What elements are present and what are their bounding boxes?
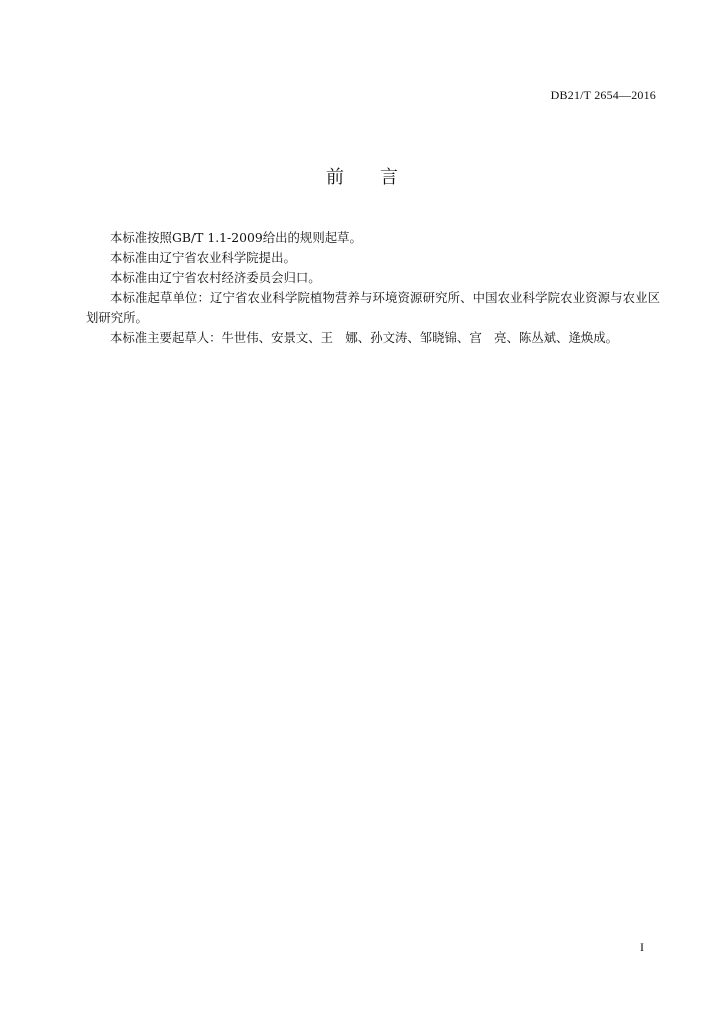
document-id: DB21/T 2654—2016 — [550, 88, 656, 102]
paragraph-drafting-units: 本标准起草单位：辽宁省农业科学院植物营养与环境资源研究所、中国农业科学院农业资源与农业区划研究所。 — [86, 290, 660, 325]
preface-body — [86, 228, 660, 348]
paragraph-drafting-rules: 本标准按照GB/T 1.1-2009给出的规则起草。 — [110, 230, 362, 245]
paragraph-drafters: 本标准主要起草人：牛世伟、安景文、王 娜、孙文涛、邹晓锦、宫 亮、陈丛斌、逄焕成。 — [110, 330, 619, 345]
title-char-2: 言 — [380, 167, 398, 188]
page-number: I — [640, 940, 644, 954]
paragraph-proposer: 本标准由辽宁省农业科学院提出。 — [110, 250, 296, 265]
title-char-1: 前 — [326, 167, 344, 188]
page-title — [0, 163, 724, 189]
paragraph-administrator: 本标准由辽宁省农村经济委员会归口。 — [110, 270, 321, 285]
